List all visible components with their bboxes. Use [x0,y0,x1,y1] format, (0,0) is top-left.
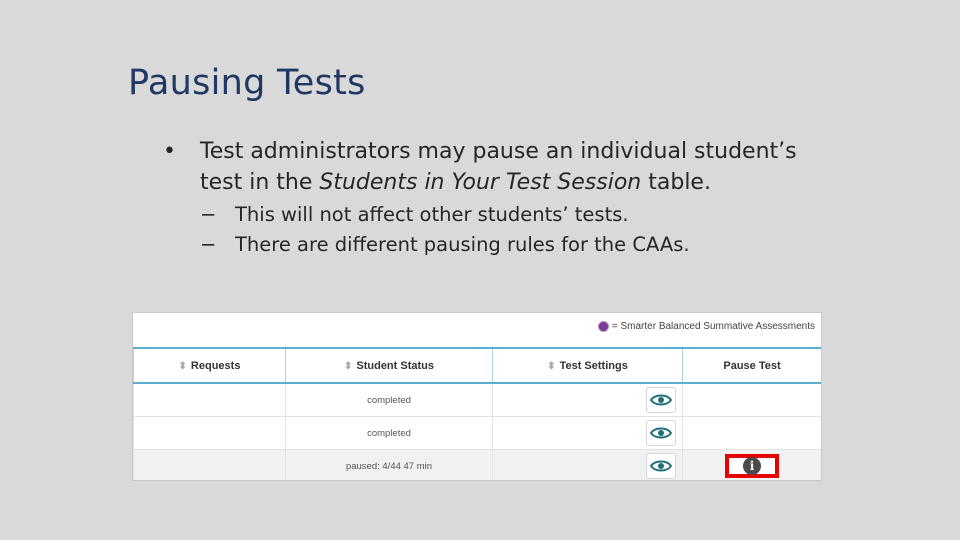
column-header-label: Student Status [356,359,434,372]
column-header-pause-test [683,348,822,383]
bullet-item [163,136,803,198]
sort-icon: ⬍ [547,360,556,372]
slide-title: Pausing Tests [128,63,366,103]
info-icon[interactable]: i [743,457,761,475]
sub-bullet-text: This will not affect other students’ tests. [235,203,629,226]
legend-text: = Smarter Balanced Summative Assessments [611,321,815,332]
table-row [134,383,822,417]
sort-icon: ⬍ [178,360,187,372]
cell-requests [134,383,286,417]
eye-icon [650,459,672,473]
bullet-text [200,136,803,198]
cell-student-status: completed [286,383,493,417]
test-session-screenshot [133,313,821,480]
students-table [133,347,821,480]
table-row [134,417,822,450]
pause-test-highlight [725,454,779,478]
cell-test-settings [493,417,683,450]
sub-bullet-text: There are different pausing rules for the CAAs. [235,233,690,256]
view-settings-button[interactable] [646,420,676,446]
sub-bullet-item [200,230,803,260]
cell-pause-test [683,417,822,450]
eye-icon [650,426,672,440]
cell-test-settings [493,450,683,481]
cell-student-status: completed [286,417,493,450]
column-header-label: Requests [190,359,241,372]
cell-test-settings [493,383,683,417]
column-header-label: Test Settings [559,359,628,372]
eye-icon [650,393,672,407]
bullet-text-start: Test administrators may pause an individual student’s test in the [200,139,797,195]
cell-requests [134,450,286,481]
sort-icon: ⬍ [343,360,353,372]
sub-bullet-marker: − [200,233,217,256]
column-header-test-settings[interactable] [493,348,683,383]
column-header-student-status[interactable] [286,348,493,383]
bullet-text-end: table. [641,170,711,195]
legend [598,321,815,332]
view-settings-button[interactable] [646,387,676,413]
cell-pause-test [683,450,822,481]
table-header-row [134,348,822,383]
sub-bullet-marker: − [200,203,217,226]
cell-student-status: paused: 4/44 47 min [286,450,493,481]
column-header-requests[interactable] [134,348,286,383]
sub-bullet-item [200,200,803,230]
column-header-label: Pause Test [723,359,781,372]
table-row [134,450,822,481]
view-settings-button[interactable] [646,453,676,479]
smarter-balanced-dot-icon [598,321,609,332]
sub-bullet-list [163,200,803,260]
cell-pause-test [683,383,822,417]
bullet-text-italic: Students in Your Test Session [319,170,642,195]
bullet-marker: • [163,139,176,164]
cell-requests [134,417,286,450]
bullet-list [163,136,803,260]
